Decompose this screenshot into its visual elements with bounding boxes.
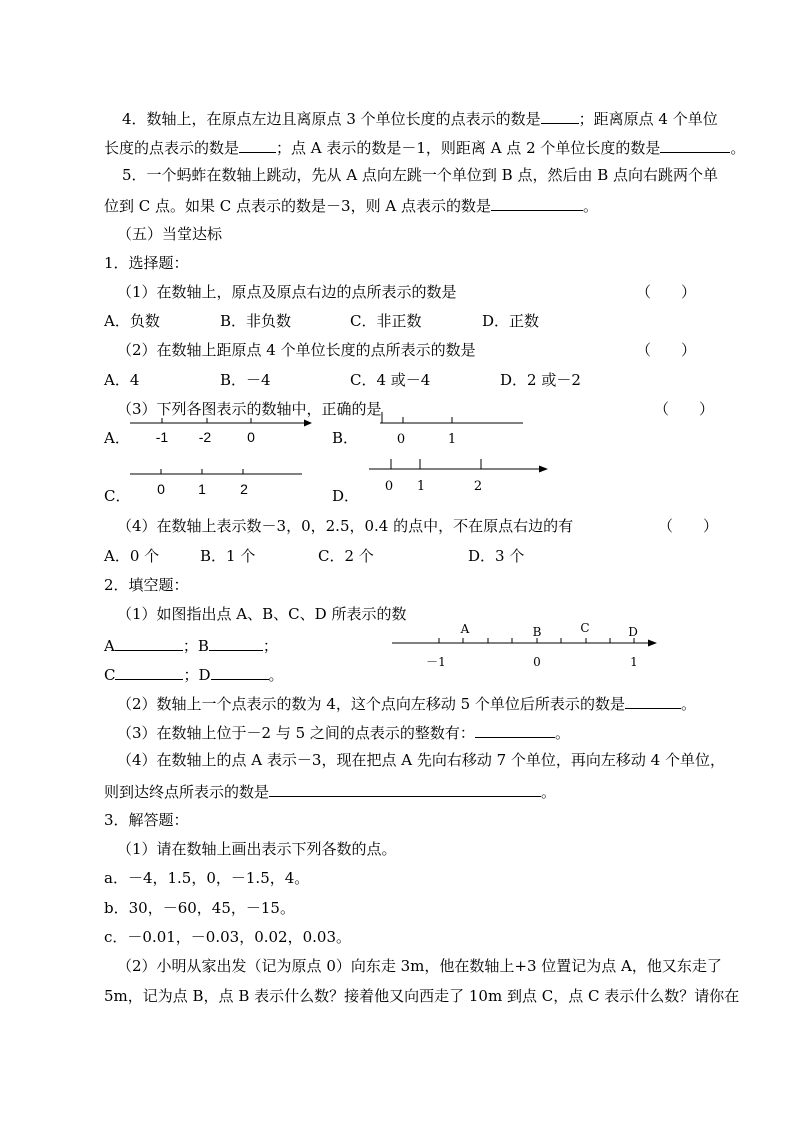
fill-tick-label: 0 (533, 655, 541, 669)
answer-q1-c: c．－0.01，－0.03，0.02，0.03。 (104, 928, 351, 946)
choice-q1-stem: （1）在数轴上，原点及原点右边的点所表示的数是 (117, 283, 457, 301)
fill-tick-label: 1 (630, 655, 638, 669)
axis-b-tick-label: 1 (447, 432, 457, 447)
choice-heading: 1．选择题： (104, 254, 189, 272)
fill-q1-label-c: C (104, 666, 116, 684)
choice-q4-opt-d[interactable]: D．3 个 (468, 547, 525, 565)
fill-q1-blank-b[interactable] (209, 634, 263, 651)
axis-a-tick-label: -1 (155, 429, 169, 445)
section-title: （五）当堂达标 (117, 225, 223, 243)
choice-q3-label-c[interactable]: C． (104, 487, 131, 505)
axis-a-arrow (304, 420, 312, 427)
choice-q4-stem: （4）在数轴上表示数－3，0，2.5，0.4 的点中，不在原点右边的有 (117, 517, 574, 535)
q5-text-b: 。 (582, 197, 598, 215)
fill-q1-blank-d[interactable] (211, 663, 269, 680)
fill-point-label-c: C (580, 621, 590, 635)
fill-q1-blank-a[interactable] (115, 634, 183, 651)
fill-q1-end: 。 (268, 666, 284, 684)
axis-c-tick-label: 2 (240, 481, 248, 497)
answer-q1-stem: （1）请在数轴上画出表示下列各数的点。 (117, 840, 397, 858)
fill-q3-blank[interactable] (475, 721, 555, 738)
fill-q1-label-a: A (104, 637, 115, 655)
fill-tick-label: －1 (426, 655, 446, 669)
choice-q4-opt-b[interactable]: B．1 个 (200, 547, 256, 565)
q4-text-a: 4．数轴上，在原点左边且离原点 3 个单位长度的点表示的数是 (122, 110, 541, 128)
fill-q2-text: （2）数轴上一个点表示的数为 4，这个点向左移动 5 个单位后所表示的数是 (117, 695, 625, 713)
choice-q3-paren[interactable]: （ ） (654, 400, 715, 418)
choice-q1-opt-d[interactable]: D．正数 (482, 312, 540, 330)
axis-c-tick-label: 1 (198, 481, 206, 497)
fill-heading: 2．填空题： (104, 576, 189, 594)
fill-q2-blank[interactable] (625, 692, 681, 709)
choice-q1-opt-b[interactable]: B．非负数 (220, 312, 292, 330)
choice-q4-paren[interactable]: （ ） (658, 517, 719, 535)
choice-q2-opt-d[interactable]: D．2 或－2 (500, 371, 581, 389)
fill-q4-end: 。 (541, 783, 557, 801)
axis-c-tick-label: 0 (157, 481, 165, 497)
choice-q2-stem: （2）在数轴上距原点 4 个单位长度的点所表示的数是 (117, 341, 476, 359)
fill-q1-row1 (104, 634, 278, 656)
axis-c-group (130, 469, 302, 497)
choice-q2-paren[interactable]: （ ） (636, 341, 697, 359)
fill-q2-end: 。 (680, 695, 696, 713)
q4-text-d: ；点 A 表示的数是－1，则距离 A 点 2 个单位长度的数是 (276, 139, 661, 157)
q4-text-b: ；距离原点 4 个单位 (578, 110, 718, 128)
fill-q4-line1: （4）在数轴上的点 A 表示－3，现在把点 A 先向右移动 7 个单位，再向左移动 4 个单位， (117, 751, 725, 769)
choice-q3-label-d[interactable]: D． (332, 487, 360, 505)
choice-q2-opt-b[interactable]: B．－4 (220, 371, 271, 389)
fill-q1-label-b: ；B (182, 637, 209, 655)
fill-q2 (117, 692, 696, 714)
q5-line1: 5．一个蚂蚱在数轴上跳动，先从 A 点向左跳一个单位到 B 点，然后由 B 点向右跳两个单 (122, 166, 719, 184)
fill-q4-line2 (104, 780, 556, 802)
answer-q2-line1: （2）小明从家出发（记为原点 0）向东走 3m，他在数轴上+3 位置记为点 A，他又东走了 (117, 957, 722, 975)
q4-text-c: 长度的点表示的数是 (104, 139, 240, 157)
answer-heading: 3．解答题： (104, 811, 189, 829)
choice-q2-opt-a[interactable]: A．4 (104, 371, 140, 389)
fill-q1-label-d: ；D (183, 666, 211, 684)
fill-q3-end: 。 (554, 724, 570, 742)
axis-b-group (380, 412, 523, 447)
fill-point-label-a: A (460, 622, 470, 636)
q4-text-e: 。 (730, 139, 746, 157)
axis-d-tick-label: 2 (473, 479, 483, 494)
choice-q4-opt-c[interactable]: C．2 个 (318, 547, 374, 565)
choice-q4-opt-a[interactable]: A．0 个 (104, 547, 160, 565)
answer-q2-line2: 5m，记为点 B，点 B 表示什么数？接着他又向西走了 10m 到点 C，点 C 表示什么数？请你在 (104, 987, 740, 1005)
fill-q1-number-line (392, 621, 657, 669)
axis-a-group (130, 418, 312, 445)
fill-axis-arrow (648, 640, 657, 647)
fill-q1-blank-c[interactable] (115, 663, 183, 680)
q5-text-a: 位到 C 点。如果 C 点表示的数是－3，则 A 点表示的数是 (104, 197, 491, 215)
fill-q3-text: （3）在数轴上位于－2 与 5 之间的点表示的整数有： (117, 724, 475, 742)
fill-q1-stem: （1）如图指出点 A、B、C、D 所表示的数 (117, 605, 407, 623)
axis-d-tick-label: 0 (384, 479, 394, 494)
choice-q1-paren[interactable]: （ ） (636, 283, 697, 301)
axis-d-group (369, 459, 548, 494)
axis-a-tick-label: -2 (198, 429, 212, 445)
axis-d-arrow (539, 466, 548, 473)
choice-q2-opt-c[interactable]: C．4 或－4 (350, 371, 431, 389)
answer-q1-b: b．30，－60，45，－15。 (104, 899, 295, 917)
answer-q1-a: a．－4，1.5，0，－1.5，4。 (104, 869, 310, 887)
choice-q1-opt-a[interactable]: A．负数 (104, 312, 160, 330)
axis-d-tick-label: 1 (416, 479, 426, 494)
fill-point-label-b: B (532, 625, 542, 639)
choice-q3-stem: （3）下列各图表示的数轴中，正确的是 (117, 400, 382, 418)
fill-q4-text: 则到达终点所表示的数是 (104, 783, 270, 801)
choice-q3-label-a[interactable]: A． (104, 429, 130, 447)
fill-q1-sep: ； (262, 637, 278, 655)
fill-q4-blank[interactable] (269, 780, 541, 797)
choice-q1-opt-c[interactable]: C．非正数 (350, 312, 422, 330)
axis-b-tick-label: 0 (396, 432, 406, 447)
axis-a-tick-label: 0 (247, 429, 255, 445)
fill-q3 (117, 721, 570, 743)
fill-point-label-d: D (628, 625, 638, 639)
fill-q1-row2 (104, 663, 284, 685)
choice-q3-label-b[interactable]: B． (332, 429, 359, 447)
